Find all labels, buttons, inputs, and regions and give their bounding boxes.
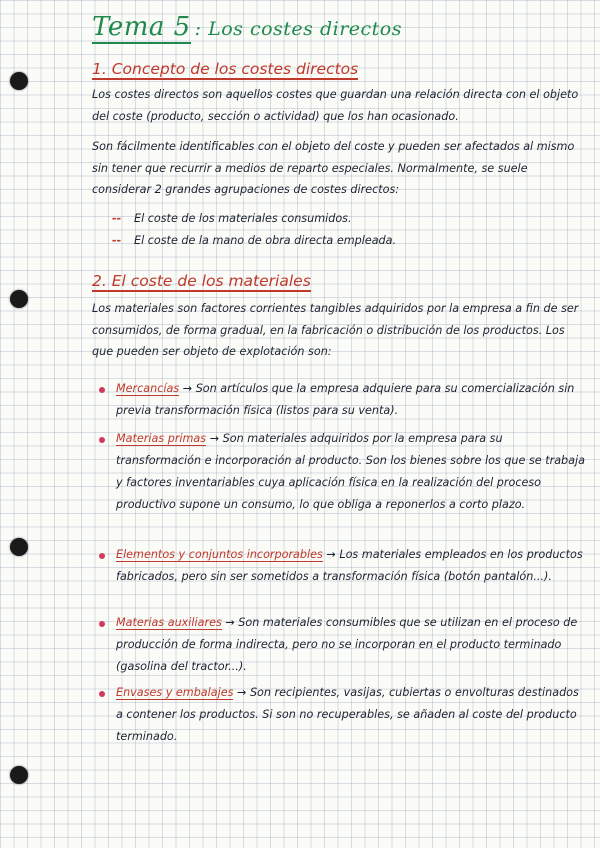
bullet-envases-embalajes: Envases y embalajes → Son recipientes, vasijas, cubiertas o envolturas destinados a contener los productos. Si son no recuperables, se añaden al coste del producto terminado. <box>116 682 586 748</box>
list-item: -- El coste de los materiales consumidos. <box>112 212 352 225</box>
section1-list <box>112 208 572 251</box>
page-title <box>92 12 402 42</box>
bullet-materias-primas: Materias primas → Son materiales adquiridos por la empresa para su transformación e incorporación al producto. Son los bienes sobre los que se trabaja y factores inventariables cuya aplicación física en la realización del proceso productivo supone un consumo, lo que obliga a reponerlos a corto plazo. <box>116 428 586 516</box>
binder-hole <box>10 290 28 308</box>
section1-paragraph1: Los costes directos son aquellos costes que guardan una relación directa con el objeto del coste (producto, sección o actividad) que los han ocasionado. <box>92 88 579 123</box>
bullet-dot-icon <box>99 553 105 559</box>
list-item: -- El coste de la mano de obra directa empleada. <box>112 233 397 247</box>
binder-hole <box>10 72 28 90</box>
bullet-elementos-conjuntos: Elementos y conjuntos incorporables → Los materiales empleados en los productos fabricados, pero sin ser sometidos a transformación física (botón pantalón...). <box>116 544 586 588</box>
section1-paragraph2: Son fácilmente identificables con el objeto del coste y pueden ser afectados al mismo sin tener que recurrir a medios de reparto especiales. Normalmente, se suele considerar 2 grandes agrupaciones de costes directos: <box>92 140 575 196</box>
bullet-dot-icon <box>99 691 105 697</box>
bullet-dot-icon <box>99 621 105 627</box>
section1-heading: 1. Concepto de los costes directos <box>92 60 359 78</box>
bullet-materias-auxiliares: Materias auxiliares → Son materiales consumibles que se utilizan en el proceso de producción de forma indirecta, pero no se incorporan en el producto terminado (gasolina del tractor...). <box>116 612 586 678</box>
binder-hole <box>10 538 28 556</box>
bullet-dot-icon <box>99 437 105 443</box>
section2-paragraph: Los materiales son factores corrientes tangibles adquiridos por la empresa a fin de ser consumidos, de forma gradual, en la fabricación o distribución de los productos. Los que pueden ser objeto de explotación son: <box>92 302 579 358</box>
bullet-dot-icon <box>99 387 105 393</box>
section2-heading: 2. El coste de los materiales <box>92 272 311 290</box>
title-sub: : Los costes directos <box>194 18 402 40</box>
bullet-mercancias: Mercancías → Son artículos que la empresa adquiere para su comercialización sin previa transformación física (listos para su venta). <box>116 378 586 422</box>
title-main: Tema 5 <box>92 12 191 42</box>
binder-hole <box>10 766 28 784</box>
